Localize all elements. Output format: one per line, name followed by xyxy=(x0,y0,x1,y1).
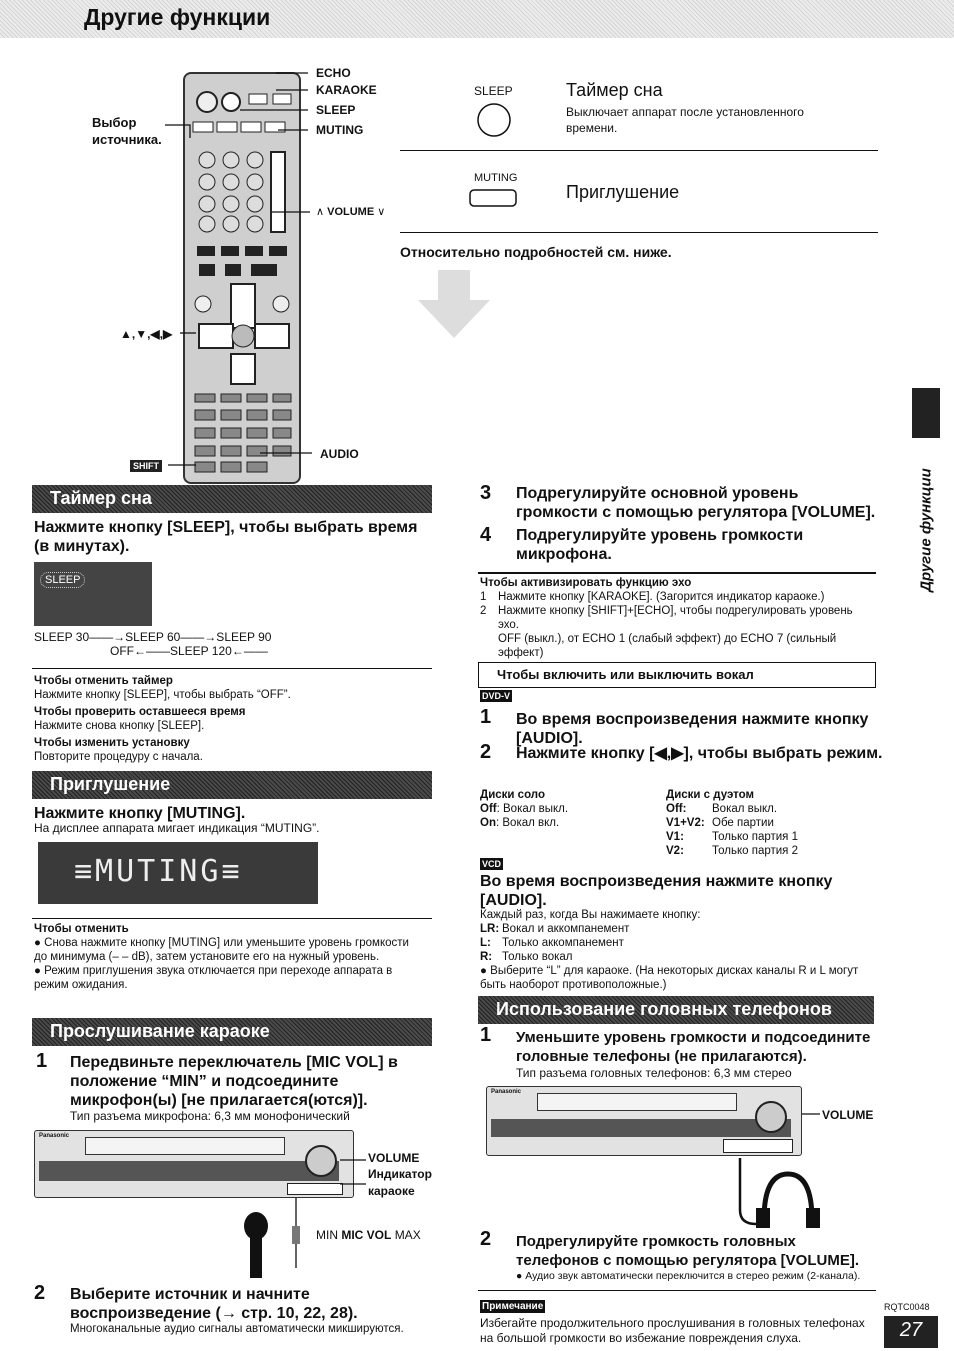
step-number: 1 xyxy=(480,1024,492,1046)
sleep-label: SLEEP xyxy=(316,103,356,117)
phones-volume-label: VOLUME xyxy=(822,1108,874,1122)
volume-label-remote: ∧ VOLUME ∨ xyxy=(316,206,386,218)
phones-section-bar: Использование головных телефонов xyxy=(478,996,874,1024)
karaoke-step-3: Подрегулируйте основной уровень громкости с помощью регулятора [VOLUME]. xyxy=(516,485,876,521)
source-label: Выбор источника. xyxy=(92,115,162,147)
vcd-tag: VCD xyxy=(482,859,502,869)
karaoke-step-2: Выберите источник и начните воспроизведение (→ стр. 10, 22, 28). xyxy=(70,1286,358,1322)
note-text: Избегайте продолжительного прослушивания в головных телефонах на большой громкости во избежание повреждения слуха. xyxy=(480,1316,865,1345)
sleep-icon-label: SLEEP xyxy=(474,84,513,98)
muting-icon-label: MUTING xyxy=(474,172,518,184)
audio-label: AUDIO xyxy=(320,447,359,461)
note-tag: Примечание xyxy=(482,1301,544,1312)
sleep-button-icon xyxy=(474,100,514,140)
sleep-sequence-2: OFF←——SLEEP 120←—— xyxy=(110,644,268,658)
step-number: 2 xyxy=(34,1282,46,1304)
phones-step-2-note: ● Аудио звук автоматически переключится в стерео режим (2-канала). xyxy=(516,1270,861,1282)
step-number: 2 xyxy=(480,1228,492,1250)
karaoke-volume-label: VOLUME xyxy=(368,1151,420,1165)
muting-button-icon xyxy=(468,188,520,210)
muting-text: На дисплее аппарата мигает индикация “MUTING”. xyxy=(34,821,320,835)
karaoke-step-2-note: Многоканальные аудио сигналы автоматически микшируются. xyxy=(70,1323,404,1335)
step-number: 1 xyxy=(480,706,492,728)
amplifier-unit: Panasonic xyxy=(34,1130,354,1198)
sleep-notes: Чтобы отменить таймер Нажмите кнопку [SLEEP], чтобы выбрать “OFF”. Чтобы проверить оставшееся время Нажмите снова кнопку [SLEEP]. Чтобы изменить установку Повторите процедуру с начала. xyxy=(34,675,291,763)
step-number: 3 xyxy=(480,482,492,504)
dvd-step-1: Во время воспроизведения нажмите кнопку [AUDIO]. xyxy=(516,711,869,747)
divider xyxy=(478,1290,876,1291)
phones-step-2: Подрегулируйте громкость головных телефонов с помощью регулятора [VOLUME]. xyxy=(516,1233,860,1269)
echo-label: ECHO xyxy=(316,66,351,80)
muting-box-title: Приглушение xyxy=(566,182,680,202)
muting-label: MUTING xyxy=(316,123,364,137)
duet-discs: Диски с дуэтом Off: Вокал выкл. V1+V2: Обе партии V1: Только партия 1 V2: Только партия 2 xyxy=(666,789,798,857)
karaoke-step-1: Передвиньте переключатель [MIC VOL] в положение “MIN” и подсоедините микрофон(ы) [не прилагается(ются)]. xyxy=(70,1054,398,1109)
document-code: RQTC0048 xyxy=(884,1302,930,1312)
solo-discs: Диски соло Off: Вокал выкл. On: Вокал вкл. xyxy=(480,789,569,829)
vcd-heading: Во время воспроизведения нажмите кнопку [AUDIO]. xyxy=(480,873,833,909)
sleep-sequence-1: SLEEP 30——→SLEEP 60——→SLEEP 90 xyxy=(34,630,272,644)
karaoke-label: KARAOKE xyxy=(316,83,377,97)
karaoke-step-1-note: Тип разъема микрофона: 6,3 мм монофонический xyxy=(70,1109,350,1123)
side-section-label: Другие функции xyxy=(917,468,935,592)
shift-label: SHIFT xyxy=(130,460,162,472)
muting-section-bar: Приглушение xyxy=(32,771,432,799)
karaoke-callouts-and-mic xyxy=(230,1150,370,1280)
divider xyxy=(32,918,432,919)
karaoke-indicator-label: Индикатор караоке xyxy=(368,1167,432,1198)
mic-vol-scale: MIN MIC VOL MAX xyxy=(316,1228,421,1242)
vcd-notes: Каждый раз, когда Вы нажимаете кнопку: LR: Вокал и аккомпанемент L: Только аккомпанемент R: Только вокал ● Выберите “L” для караоке. (На некоторых дисках каналы R и L могут быть наоборот противоположные.) xyxy=(480,909,859,991)
side-tab-block xyxy=(912,388,940,438)
page-title: Другие функции xyxy=(84,4,271,30)
down-arrow-graphic xyxy=(414,270,494,340)
dvd-v-tag: DVD-V xyxy=(482,691,511,701)
phones-step-1-note: Тип разъема головных телефонов: 6,3 мм стерео xyxy=(516,1066,792,1080)
sleep-box-desc: Выключает аппарат после установленного времени. xyxy=(566,105,804,135)
sleep-heading: Нажмите кнопку [SLEEP], чтобы выбрать время (в минутах). xyxy=(34,519,418,555)
see-below: Относительно подробностей см. ниже. xyxy=(400,244,672,260)
arrows-label: ▲,▼,◀,▶ xyxy=(120,327,173,341)
karaoke-section-bar: Прослушивание караоке xyxy=(32,1018,432,1046)
phones-step-1: Уменьшите уровень громкости и подсоедините головные телефоны (не прилагаются). xyxy=(516,1029,871,1065)
divider xyxy=(478,572,876,574)
muting-heading: Нажмите кнопку [MUTING]. xyxy=(34,805,246,822)
muting-display: ≡MUTING≡ xyxy=(38,842,318,904)
step-number: 4 xyxy=(480,524,492,546)
muting-cancel-notes: Чтобы отменить ● Снова нажмите кнопку [MUTING] или уменьшите уровень громкости до минимума (– – dB), затем установите его на нужный уровень. ● Режим приглушения звука отключается при переходе аппарата в режим ожидания. xyxy=(34,923,409,991)
karaoke-step-4: Подрегулируйте уровень громкости микрофона. xyxy=(516,527,804,563)
amplifier-unit-phones: Panasonic xyxy=(486,1086,802,1156)
echo-notes: Чтобы активизировать функцию эхо 1 Нажмите кнопку [KARAOKE]. (Загорится индикатор караоке.) 2 Нажмите кнопку [SHIFT]+[ECHO], чтобы подрегулировать уровень эхо. OFF (выкл.), от ECHO 1 (слабый эффект) до ECHO 7 (сильный эффект) xyxy=(480,577,853,659)
headphones-graphic xyxy=(700,1100,830,1230)
sleep-box-title: Таймер сна xyxy=(566,80,663,100)
page-number: 27 xyxy=(884,1316,938,1348)
sleep-display: SLEEP xyxy=(34,562,152,626)
step-number: 2 xyxy=(480,741,492,763)
header-bar xyxy=(0,0,954,38)
dvd-step-2: Нажмите кнопку [◀,▶], чтобы выбрать режим. xyxy=(516,745,883,762)
vocal-toggle-box: Чтобы включить или выключить вокал xyxy=(478,662,876,688)
divider xyxy=(32,668,432,669)
step-number: 1 xyxy=(36,1050,48,1072)
divider xyxy=(400,232,878,233)
sleep-section-bar: Таймер сна xyxy=(32,485,432,513)
divider xyxy=(400,150,878,151)
